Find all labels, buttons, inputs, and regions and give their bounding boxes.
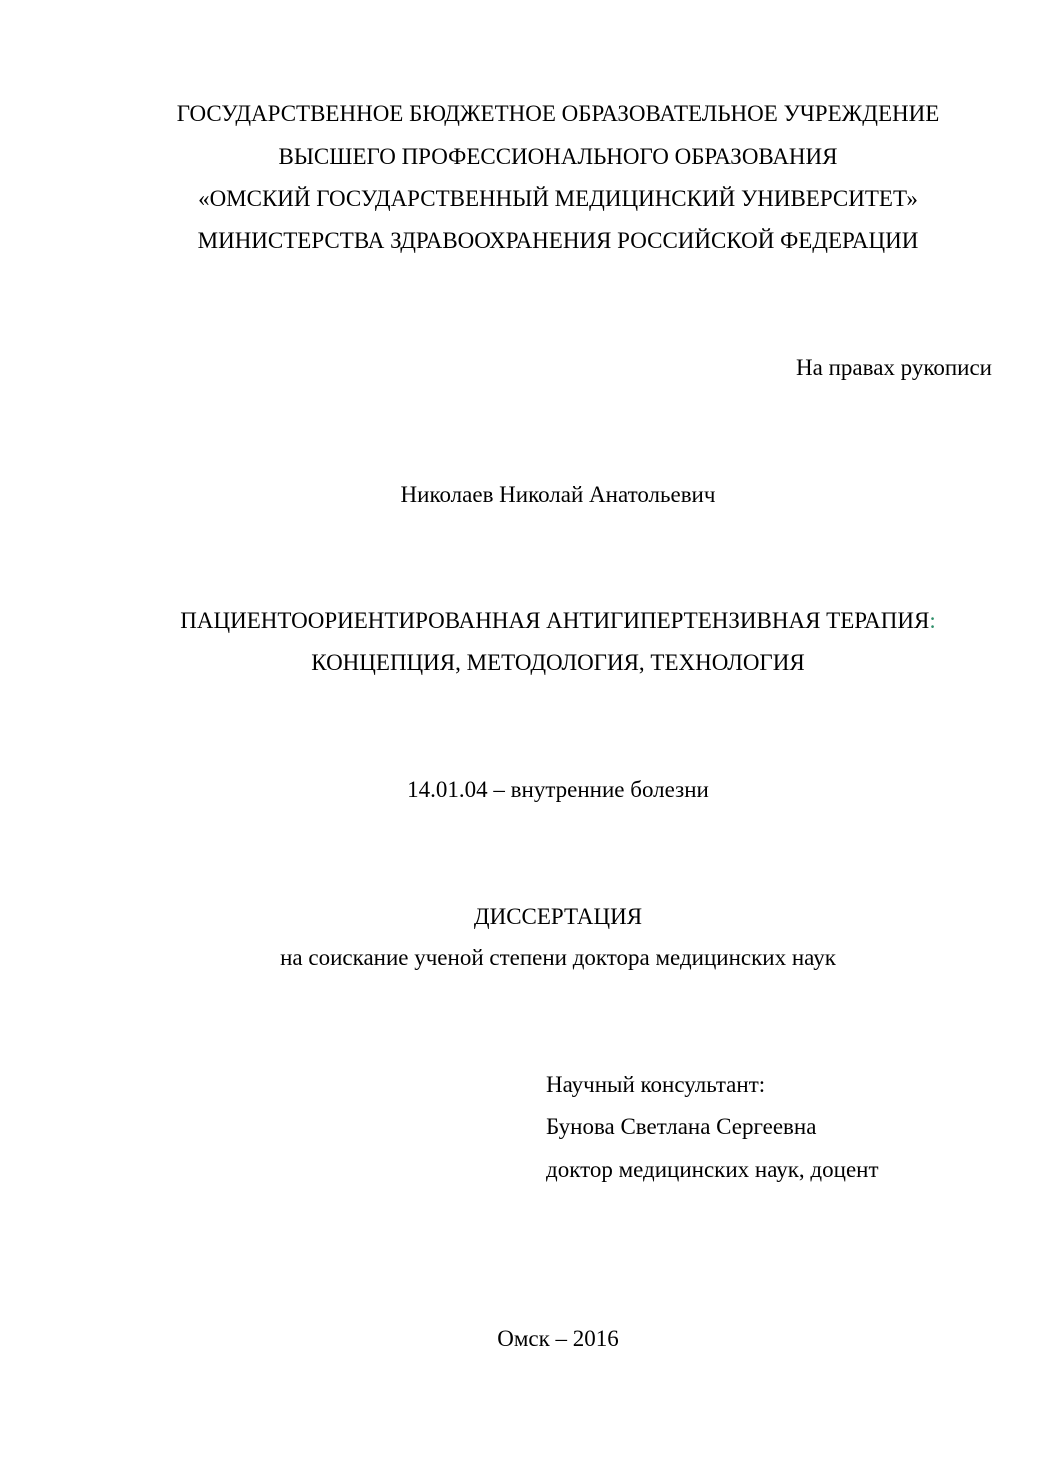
specialty-code: 14.01.04 – внутренние болезни xyxy=(407,777,709,802)
dissertation-title-line-1 xyxy=(0,607,1040,635)
manuscript-note: На правах рукописи xyxy=(796,355,992,380)
consultant-name: Бунова Светлана Сергеевна xyxy=(546,1114,817,1139)
institution-line-4: МИНИСТЕРСТВА ЗДРАВООХРАНЕНИЯ РОССИЙСКОЙ ФЕДЕРАЦИИ xyxy=(197,228,919,253)
institution-line-1: ГОСУДАРСТВЕННОЕ БЮДЖЕТНОЕ ОБРАЗОВАТЕЛЬНОЕ УЧРЕЖДЕНИЕ xyxy=(176,101,940,126)
dissertation-title-line-2: КОНЦЕПЦИЯ, МЕТОДОЛОГИЯ, ТЕХНОЛОГИЯ xyxy=(311,650,805,675)
consultant-degree: доктор медицинских наук, доцент xyxy=(546,1157,879,1182)
author-name: Николаев Николай Анатольевич xyxy=(400,482,716,507)
work-type-purpose: на соискание ученой степени доктора медицинских наук xyxy=(280,945,836,970)
place-year: Омск – 2016 xyxy=(497,1326,619,1351)
title-line-1-text: ПАЦИЕНТООРИЕНТИРОВАННАЯ АНТИГИПЕРТЕНЗИВНАЯ ТЕРАПИЯ xyxy=(180,608,930,633)
work-type-label: ДИССЕРТАЦИЯ xyxy=(473,904,643,929)
title-colon: : xyxy=(929,608,936,633)
institution-line-3: «ОМСКИЙ ГОСУДАРСТВЕННЫЙ МЕДИЦИНСКИЙ УНИВЕРСИТЕТ» xyxy=(198,186,918,211)
consultant-label: Научный консультант: xyxy=(546,1072,766,1097)
institution-line-2: ВЫСШЕГО ПРОФЕССИОНАЛЬНОГО ОБРАЗОВАНИЯ xyxy=(278,144,838,169)
